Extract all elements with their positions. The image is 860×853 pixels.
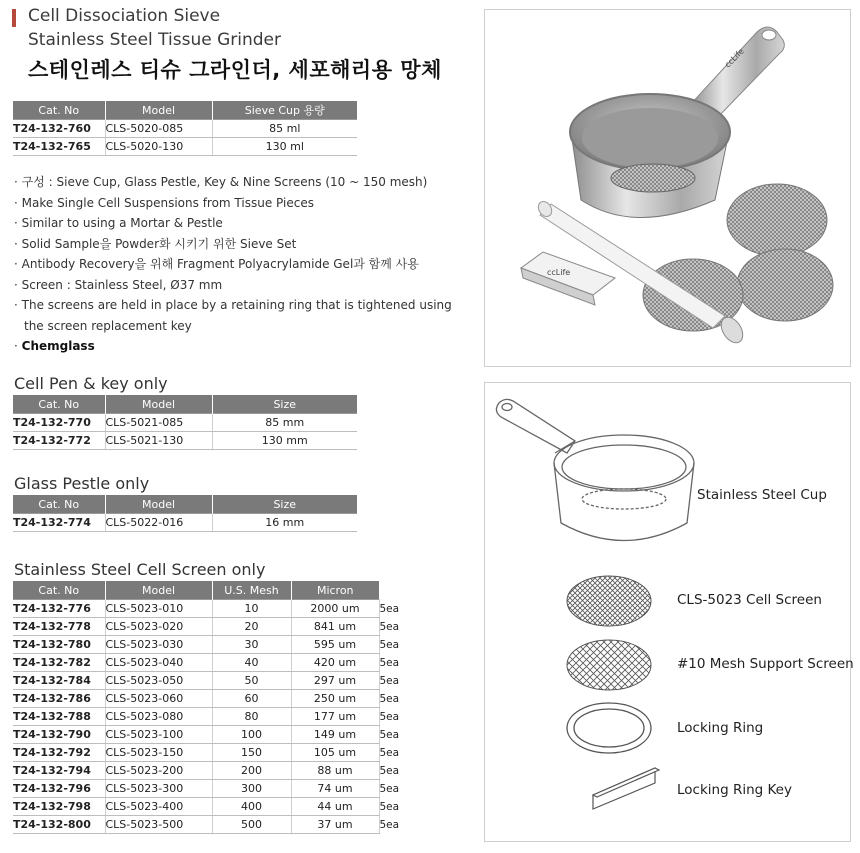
list-item: · Similar to using a Mortar & Pestle — [14, 216, 223, 230]
label-cup: Stainless Steel Cup — [697, 487, 827, 503]
column-header: Cat. No — [13, 581, 105, 600]
screen-disc — [727, 184, 827, 256]
table-cell: CLS-5021-085 — [105, 414, 212, 432]
table-row — [13, 798, 413, 816]
table-cell: 150 — [212, 744, 291, 762]
list-item: · Chemglass — [14, 339, 95, 353]
title-accent-bar — [12, 9, 16, 27]
table-row — [13, 600, 413, 618]
table-cell: CLS-5023-060 — [105, 690, 212, 708]
table-cell: 500 — [212, 816, 291, 834]
table-cell: CLS-5023-020 — [105, 618, 212, 636]
table-cell: 300 — [212, 780, 291, 798]
product-photo-panel — [484, 9, 851, 367]
list-item: · Antibody Recovery을 위해 Fragment Polyacrylamide Gel과 함께 사용 — [14, 257, 419, 271]
table-cell: 10 — [212, 600, 291, 618]
table-cell: 37 um — [291, 816, 379, 834]
table-row — [13, 636, 413, 654]
column-header: Model — [105, 101, 212, 120]
table-cell: 5ea — [379, 800, 400, 813]
label-support-screen: #10 Mesh Support Screen — [677, 656, 854, 672]
table-cell: T24-132-770 — [13, 414, 105, 432]
table-cell: T24-132-788 — [13, 708, 105, 726]
product-title-line2: Stainless Steel Tissue Grinder — [28, 30, 282, 50]
column-header: Sieve Cup 용량 — [212, 101, 357, 120]
table-cell: T24-132-796 — [13, 780, 105, 798]
table-cell: 5ea — [379, 764, 400, 777]
table-row — [13, 816, 413, 834]
table-cell: 5ea — [379, 620, 400, 633]
column-header: Size — [212, 495, 357, 514]
table-cell: 5ea — [379, 782, 400, 795]
list-item: · The screens are held in place by a retaining ring that is tightened using the screen replacement key — [14, 298, 452, 333]
table-cell: 85 ml — [212, 120, 357, 138]
table-cell: 2000 um — [291, 600, 379, 618]
table-cell: CLS-5023-300 — [105, 780, 212, 798]
table-cell: 105 um — [291, 744, 379, 762]
table-cell: 297 um — [291, 672, 379, 690]
table-cell: 177 um — [291, 708, 379, 726]
table-cell: 44 um — [291, 798, 379, 816]
exploded-diagram — [485, 383, 850, 841]
table-cell: CLS-5023-200 — [105, 762, 212, 780]
column-header: Model — [105, 581, 212, 600]
table-row — [13, 120, 357, 138]
table-cell: CLS-5023-400 — [105, 798, 212, 816]
cell-screen-drawing — [567, 576, 651, 626]
table-cell: 5ea — [379, 638, 400, 651]
table-cell: CLS-5020-085 — [105, 120, 212, 138]
table-cell: 5ea — [379, 710, 400, 723]
exploded-diagram-panel — [484, 382, 854, 842]
label-ring-key: Locking Ring Key — [677, 782, 792, 798]
table-row — [13, 414, 357, 432]
column-header: Cat. No — [13, 101, 105, 120]
product-title-line1: Cell Dissociation Sieve — [28, 6, 221, 26]
table-cell: T24-132-774 — [13, 514, 105, 532]
table-cell: T24-132-790 — [13, 726, 105, 744]
table-cell: 130 ml — [212, 138, 357, 156]
table-row — [13, 708, 413, 726]
table-cell: 74 um — [291, 780, 379, 798]
table-cell: CLS-5023-500 — [105, 816, 212, 834]
product-photo — [485, 10, 850, 366]
table-row — [13, 690, 413, 708]
table-cell: 20 — [212, 618, 291, 636]
table-cell: 40 — [212, 654, 291, 672]
pestle-table — [13, 495, 357, 532]
table-cell: CLS-5023-040 — [105, 654, 212, 672]
table-row — [13, 744, 413, 762]
table-cell: 50 — [212, 672, 291, 690]
column-header: U.S. Mesh — [212, 581, 291, 600]
table-cell: CLS-5023-050 — [105, 672, 212, 690]
table-cell: 250 um — [291, 690, 379, 708]
steel-cup — [570, 94, 730, 218]
section-title-pestle: Glass Pestle only — [14, 474, 150, 493]
table-cell: CLS-5020-130 — [105, 138, 212, 156]
brand-name: Chemglass — [21, 339, 95, 353]
column-header: Cat. No — [13, 395, 105, 414]
table-row — [13, 672, 413, 690]
column-header: Model — [105, 395, 212, 414]
table-row — [13, 432, 357, 450]
table-cell: CLS-5021-130 — [105, 432, 212, 450]
table-cell: 30 — [212, 636, 291, 654]
table-cell: 80 — [212, 708, 291, 726]
table-cell: T24-132-798 — [13, 798, 105, 816]
table-cell: T24-132-772 — [13, 432, 105, 450]
column-header: Micron — [291, 581, 379, 600]
table-cell: T24-132-794 — [13, 762, 105, 780]
table-cell: 5ea — [379, 602, 400, 615]
cup-drawing — [496, 399, 694, 540]
product-title-korean: 스테인레스 티슈 그라인더, 세포해리용 망체 — [28, 58, 442, 82]
label-cell-screen: CLS-5023 Cell Screen — [677, 592, 822, 608]
table-cell: T24-132-786 — [13, 690, 105, 708]
table-cell: T24-132-776 — [13, 600, 105, 618]
table-cell: 5ea — [379, 746, 400, 759]
table-cell: 5ea — [379, 728, 400, 741]
table-cell: T24-132-765 — [13, 138, 105, 156]
table-cell: 420 um — [291, 654, 379, 672]
table-cell: CLS-5023-150 — [105, 744, 212, 762]
screen-disc — [737, 249, 833, 321]
table-cell: 130 mm — [212, 432, 357, 450]
column-header: Cat. No — [13, 495, 105, 514]
section-title-pen-key: Cell Pen & key only — [14, 374, 168, 393]
locking-ring-key — [521, 252, 615, 305]
locking-ring-drawing — [567, 703, 651, 753]
column-header: Size — [212, 395, 357, 414]
table-row — [13, 138, 357, 156]
table-cell: T24-132-760 — [13, 120, 105, 138]
list-item: · Solid Sample을 Powder화 시키기 위한 Sieve Set — [14, 236, 297, 251]
table-header-row — [13, 101, 357, 120]
table-cell: 85 mm — [212, 414, 357, 432]
ring-key-drawing — [593, 768, 659, 809]
table-cell: T24-132-782 — [13, 654, 105, 672]
label-locking-ring: Locking Ring — [677, 720, 764, 736]
table-header-row — [13, 581, 413, 600]
table-cell: CLS-5023-010 — [105, 600, 212, 618]
table-header-row — [13, 395, 357, 414]
table-cell: 841 um — [291, 618, 379, 636]
table-cell: T24-132-778 — [13, 618, 105, 636]
table-cell: CLS-5022-016 — [105, 514, 212, 532]
table-cell: 5ea — [379, 656, 400, 669]
table-cell: 200 — [212, 762, 291, 780]
support-screen-drawing — [567, 640, 651, 690]
section-title-screen: Stainless Steel Cell Screen only — [14, 560, 266, 579]
list-item: · Screen : Stainless Steel, Ø37 mm — [14, 277, 223, 292]
table-row — [13, 618, 413, 636]
table-header-row — [13, 495, 357, 514]
table-cell: 5ea — [379, 674, 400, 687]
table-cell: CLS-5023-030 — [105, 636, 212, 654]
pen-key-table — [13, 395, 357, 450]
list-item: · Make Single Cell Suspensions from Tissue Pieces — [14, 195, 314, 210]
cell-screen-table — [13, 581, 413, 834]
table-cell: T24-132-800 — [13, 816, 105, 834]
table-cell: 60 — [212, 690, 291, 708]
table-cell: 100 — [212, 726, 291, 744]
table-cell: 16 mm — [212, 514, 357, 532]
table-cell: T24-132-780 — [13, 636, 105, 654]
key-logo: ccLife — [547, 268, 571, 277]
table-row — [13, 654, 413, 672]
feature-list — [14, 172, 464, 357]
table-row — [13, 762, 413, 780]
table-cell: 5ea — [379, 692, 400, 705]
column-header: Model — [105, 495, 212, 514]
table-cell: 5ea — [379, 818, 400, 831]
table-cell: 149 um — [291, 726, 379, 744]
table-cell: CLS-5023-080 — [105, 708, 212, 726]
table-cell: 595 um — [291, 636, 379, 654]
photo-logo: ccLife — [723, 46, 746, 70]
table-row — [13, 726, 413, 744]
table-cell: CLS-5023-100 — [105, 726, 212, 744]
table-cell: T24-132-784 — [13, 672, 105, 690]
table-cell: 88 um — [291, 762, 379, 780]
sieve-cup-table — [13, 101, 357, 156]
table-row — [13, 780, 413, 798]
list-item: · 구성 : Sieve Cup, Glass Pestle, Key & Nine Screens (10 ~ 150 mesh) — [14, 175, 428, 189]
table-cell: T24-132-792 — [13, 744, 105, 762]
table-row — [13, 514, 357, 532]
table-cell: 400 — [212, 798, 291, 816]
